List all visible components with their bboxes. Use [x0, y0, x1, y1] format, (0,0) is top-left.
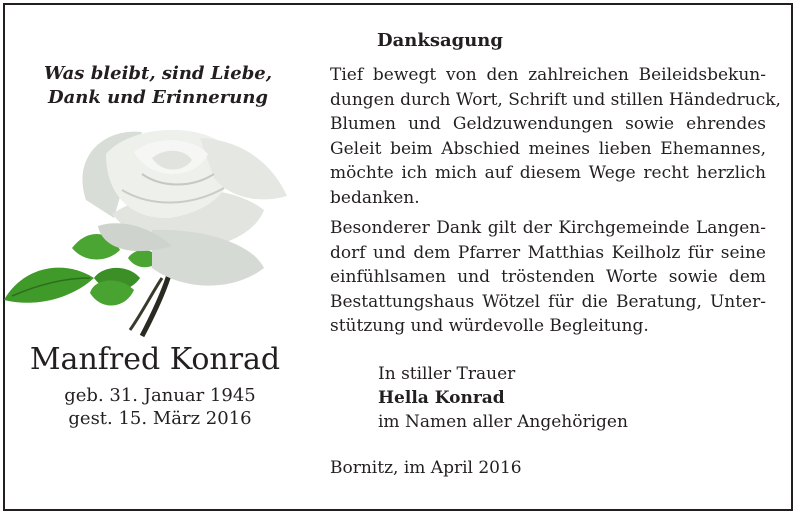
- death-date: gest. 15. März 2016: [68, 408, 252, 429]
- thanks-paragraph-1: [330, 63, 781, 211]
- signature-greeting: In stiller Trauer: [378, 364, 516, 384]
- paragraph-line: einfühlsamen und tröstenden Worte sowie dem: [330, 267, 766, 288]
- motto-line-2: Dank und Erinnerung: [47, 87, 269, 108]
- paragraph-line: Bestattungshaus Wötzel für die Beratung, Unter-: [330, 291, 766, 312]
- place-and-date: Bornitz, im April 2016: [330, 458, 522, 478]
- thanks-paragraph-2: [330, 216, 766, 339]
- paragraph-line: stützung und würdevolle Begleitung.: [330, 316, 649, 337]
- motto-line-1: Was bleibt, sind Liebe,: [43, 63, 273, 84]
- paragraph-line: Geleit beim Abschied meines lieben Ehemannes,: [330, 138, 766, 159]
- paragraph-line: dungen durch Wort, Schrift und stillen Händedruck,: [330, 89, 781, 110]
- deceased-name: Manfred Konrad: [29, 342, 281, 377]
- notice-heading: Danksagung: [377, 30, 503, 51]
- paragraph-line: Besonderer Dank gilt der Kirchgemeinde Langen-: [330, 218, 766, 238]
- white-rose-image: [2, 118, 302, 338]
- paragraph-line: dorf und dem Pfarrer Matthias Keilholz für seine: [330, 242, 766, 263]
- motto: [18, 62, 298, 110]
- paragraph-line: Blumen und Geldzuwendungen sowie ehrendes: [330, 114, 766, 135]
- birth-date: geb. 31. Januar 1945: [64, 385, 256, 406]
- paragraph-line: bedanken.: [330, 187, 420, 208]
- signature-name: Hella Konrad: [378, 388, 505, 408]
- signature-relatives: im Namen aller Angehörigen: [378, 412, 628, 432]
- life-dates: [10, 384, 310, 430]
- paragraph-line: Tief bewegt von den zahlreichen Beileidsbekun-: [330, 65, 766, 85]
- signature-block: [378, 362, 628, 434]
- paragraph-line: möchte ich mich auf diesem Wege recht herzlich: [330, 163, 766, 184]
